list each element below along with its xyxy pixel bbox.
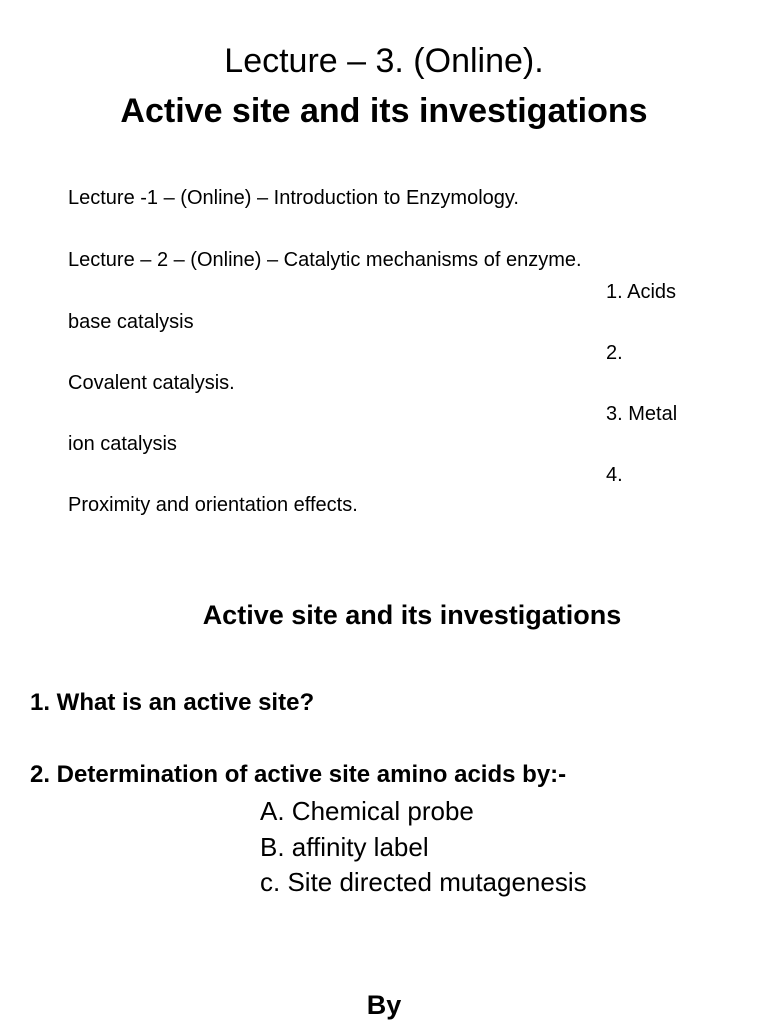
lecture-title: Lecture – 3. (Online).: [224, 42, 544, 80]
question-active-site: 1. What is an active site?: [30, 689, 315, 716]
method-chemical-probe: A. Chemical probe: [260, 796, 474, 826]
mechanism-3-text: ion catalysis: [68, 433, 177, 455]
mechanism-3-number: 3. Metal: [606, 403, 678, 425]
mechanism-1-number: 1. Acids: [606, 281, 677, 303]
lecture-2-line: Lecture – 2 – (Online) – Catalytic mechanisms of enzyme.: [68, 249, 582, 271]
mechanism-4-number: 4.: [606, 464, 623, 486]
section-heading: Active site and its investigations: [202, 600, 622, 630]
lecture-1-line: Lecture -1 – (Online) – Introduction to Enzymology.: [68, 187, 519, 209]
question-determination: 2. Determination of active site amino acids by:-: [30, 761, 567, 788]
method-affinity-label: B. affinity label: [260, 832, 429, 862]
mechanism-2-number: 2.: [606, 342, 623, 364]
mechanism-4-text: Proximity and orientation effects.: [68, 494, 358, 516]
method-site-directed-mutagenesis: c. Site directed mutagenesis: [260, 867, 587, 897]
lecture-subtitle: Active site and its investigations: [120, 92, 648, 130]
mechanism-2-text: Covalent catalysis.: [68, 372, 235, 394]
mechanism-1-text: base catalysis: [68, 311, 194, 333]
author-by: By: [366, 990, 402, 1020]
